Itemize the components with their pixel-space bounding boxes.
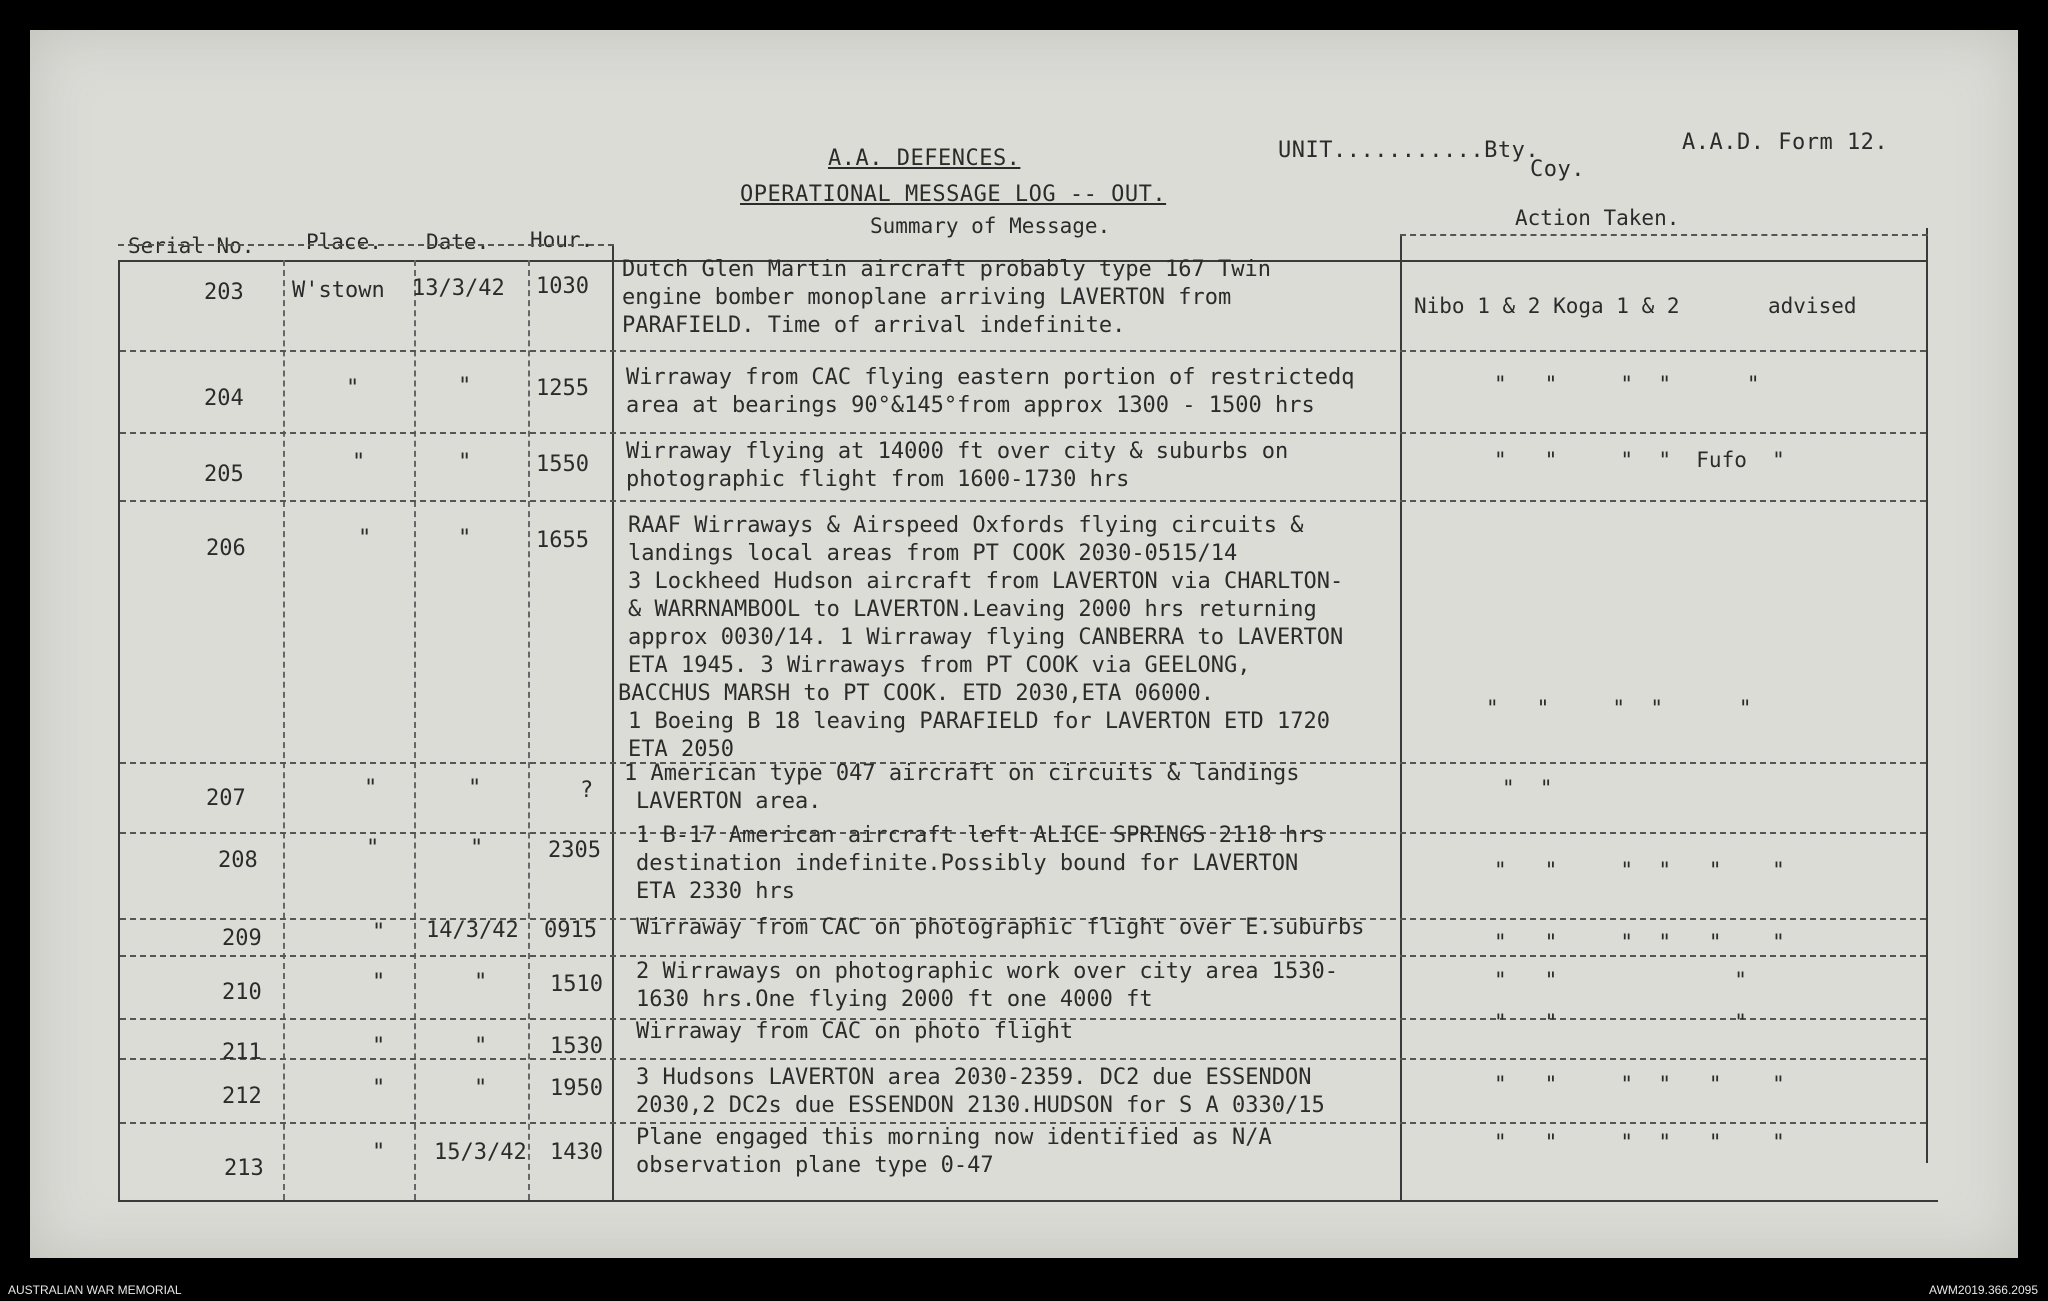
message-line: ETA 1945. 3 Wirraways from PT COOK via GEELONG, [628, 653, 1251, 678]
coy-label: Coy. [1530, 157, 1585, 182]
message-line: ETA 2050 [628, 737, 734, 762]
message-line: Wirraway from CAC on photo flight [636, 1019, 1074, 1044]
message-line: landings local areas from PT COOK 2030-0515/14 [628, 541, 1238, 566]
form-number: A.A.D. Form 12. [1682, 130, 1889, 155]
table-left-border [118, 260, 120, 1202]
action-cell: " " " " Fufo " [1494, 448, 1785, 472]
action-cell: " " [1502, 776, 1553, 800]
serial-cell: 203 [204, 280, 244, 305]
message-line: area at bearings 90°&145°from approx 1300 - 1500 hrs [626, 393, 1315, 418]
hour-cell: 1430 [550, 1140, 603, 1165]
action-cell: " " " " " " [1494, 1072, 1785, 1096]
date-cell: " [458, 450, 472, 475]
serial-cell: 206 [206, 536, 246, 561]
date-cell: " [474, 1076, 488, 1101]
place-cell: " [346, 376, 360, 401]
message-line: 3 Lockheed Hudson aircraft from LAVERTON via CHARLTON- [628, 569, 1344, 594]
date-cell: " [474, 1034, 488, 1059]
message-line: LAVERTON area. [636, 789, 822, 814]
column-header-serial: Serial No. [128, 234, 255, 258]
institution-credit: AUSTRALIAN WAR MEMORIAL [8, 1283, 182, 1297]
message-line: 1 Boeing B 18 leaving PARAFIELD for LAVERTON ETD 1720 [628, 709, 1330, 734]
message-line: PARAFIELD. Time of arrival indefinite. [622, 313, 1126, 338]
serial-cell: 204 [204, 386, 244, 411]
message-line: Plane engaged this morning now identified as N/A [636, 1125, 1272, 1150]
unit-label: UNIT...........Bty. [1278, 138, 1540, 163]
column-header-date: Date. [426, 230, 490, 254]
message-line: Wirraway flying at 14000 ft over city & suburbs on [626, 439, 1289, 464]
message-line: & WARRNAMBOOL to LAVERTON.Leaving 2000 hrs returning [628, 597, 1317, 622]
serial-cell: 205 [204, 462, 244, 487]
header-rule [118, 244, 614, 246]
action-cell: " " " " " [1486, 696, 1752, 720]
table-bottom-border [118, 1200, 1938, 1202]
message-line: 1 B-17 American aircraft left ALICE SPRINGS 2118 hrs [636, 823, 1325, 848]
message-line: 2 Wirraways on photographic work over city area 1530- [636, 959, 1338, 984]
column-header-place: Place. [306, 230, 382, 254]
action-cell: Nibo 1 & 2 Koga 1 & 2 advised [1414, 294, 1857, 318]
hour-cell: 2305 [548, 838, 601, 863]
message-line: BACCHUS MARSH to PT COOK. ETD 2030,ETA 06000. [618, 681, 1215, 706]
column-header-summary: Summary of Message. [870, 214, 1111, 238]
place-cell: " [372, 1034, 386, 1059]
message-line: 1 American type 047 aircraft on circuits & landings [624, 761, 1300, 786]
hour-cell: ? [580, 778, 594, 803]
column-header-action: Action Taken. [1515, 206, 1680, 230]
serial-cell: 209 [222, 926, 262, 951]
message-line: 3 Hudsons LAVERTON area 2030-2359. DC2 due ESSENDON [636, 1065, 1312, 1090]
action-cell: " " " [1494, 968, 1747, 992]
place-cell: " [372, 1140, 386, 1165]
message-line: approx 0030/14. 1 Wirraway flying CANBERRA to LAVERTON [628, 625, 1344, 650]
place-cell: " [358, 526, 372, 551]
hour-cell: 1530 [550, 1034, 603, 1059]
serial-cell: 210 [222, 980, 262, 1005]
row-separator [120, 350, 1926, 352]
row-separator [120, 1058, 1926, 1060]
serial-cell: 208 [218, 848, 258, 873]
accession-number: AWM2019.366.2095 [1929, 1283, 2038, 1297]
place-cell: " [372, 920, 386, 945]
place-cell: " [372, 1076, 386, 1101]
hour-cell: 1030 [536, 274, 589, 299]
serial-cell: 207 [206, 786, 246, 811]
row-separator [120, 432, 1926, 434]
form-subtitle: OPERATIONAL MESSAGE LOG -- OUT. [740, 182, 1167, 207]
place-cell: " [352, 450, 366, 475]
action-header-rule [1400, 234, 1928, 236]
date-cell: " [458, 374, 472, 399]
serial-cell: 213 [224, 1156, 264, 1181]
action-cell: " " " " " [1494, 372, 1760, 396]
action-cell: " " " [1494, 1010, 1747, 1034]
action-cell: " " " " " " [1494, 1130, 1785, 1154]
hour-cell: 1255 [536, 376, 589, 401]
hour-cell: 1510 [550, 972, 603, 997]
summary-right-border [1400, 236, 1402, 1200]
message-line: Dutch Glen Martin aircraft probably type 167 Twin [622, 257, 1272, 282]
message-line: RAAF Wirraways & Airspeed Oxfords flying circuits & [628, 513, 1304, 538]
column-header-hour: Hour. [530, 228, 594, 252]
date-cell: 14/3/42 [426, 918, 519, 943]
serial-cell: 212 [222, 1084, 262, 1109]
place-cell: " [366, 836, 380, 861]
row-separator [120, 955, 1926, 957]
serial-cell: 211 [222, 1040, 262, 1065]
date-cell: " [468, 776, 482, 801]
action-cell: " " " " " " [1494, 858, 1785, 882]
message-line: Wirraway from CAC flying eastern portion of restrictedq [626, 365, 1355, 390]
place-cell: " [372, 970, 386, 995]
place-cell: " [364, 776, 378, 801]
row-separator [120, 500, 1926, 502]
message-line: 2030,2 DC2s due ESSENDON 2130.HUDSON for S A 0330/15 [636, 1093, 1325, 1118]
date-cell: " [458, 526, 472, 551]
action-cell: " " " " " " [1494, 930, 1785, 954]
form-title: A.A. DEFENCES. [828, 146, 1021, 171]
message-line: Wirraway from CAC on photographic flight over E.suburbs [636, 915, 1365, 940]
hour-cell: 1655 [536, 528, 589, 553]
message-line: ETA 2330 hrs [636, 879, 795, 904]
place-cell: W'stown [292, 278, 385, 303]
date-cell: " [474, 970, 488, 995]
table-right-border [1926, 228, 1928, 1163]
date-cell: 13/3/42 [412, 276, 505, 301]
hour-cell: 1950 [550, 1076, 603, 1101]
message-line: destination indefinite.Possibly bound for LAVERTON [636, 851, 1299, 876]
date-cell: " [470, 836, 484, 861]
date-cell: 15/3/42 [434, 1140, 527, 1165]
message-line: observation plane type 0-47 [636, 1153, 994, 1178]
message-line: 1630 hrs.One flying 2000 ft one 4000 ft [636, 987, 1153, 1012]
summary-left-border [612, 244, 614, 1200]
hour-cell: 0915 [544, 918, 597, 943]
hour-cell: 1550 [536, 452, 589, 477]
message-line: photographic flight from 1600-1730 hrs [626, 467, 1130, 492]
message-line: engine bomber monoplane arriving LAVERTON from [622, 285, 1232, 310]
